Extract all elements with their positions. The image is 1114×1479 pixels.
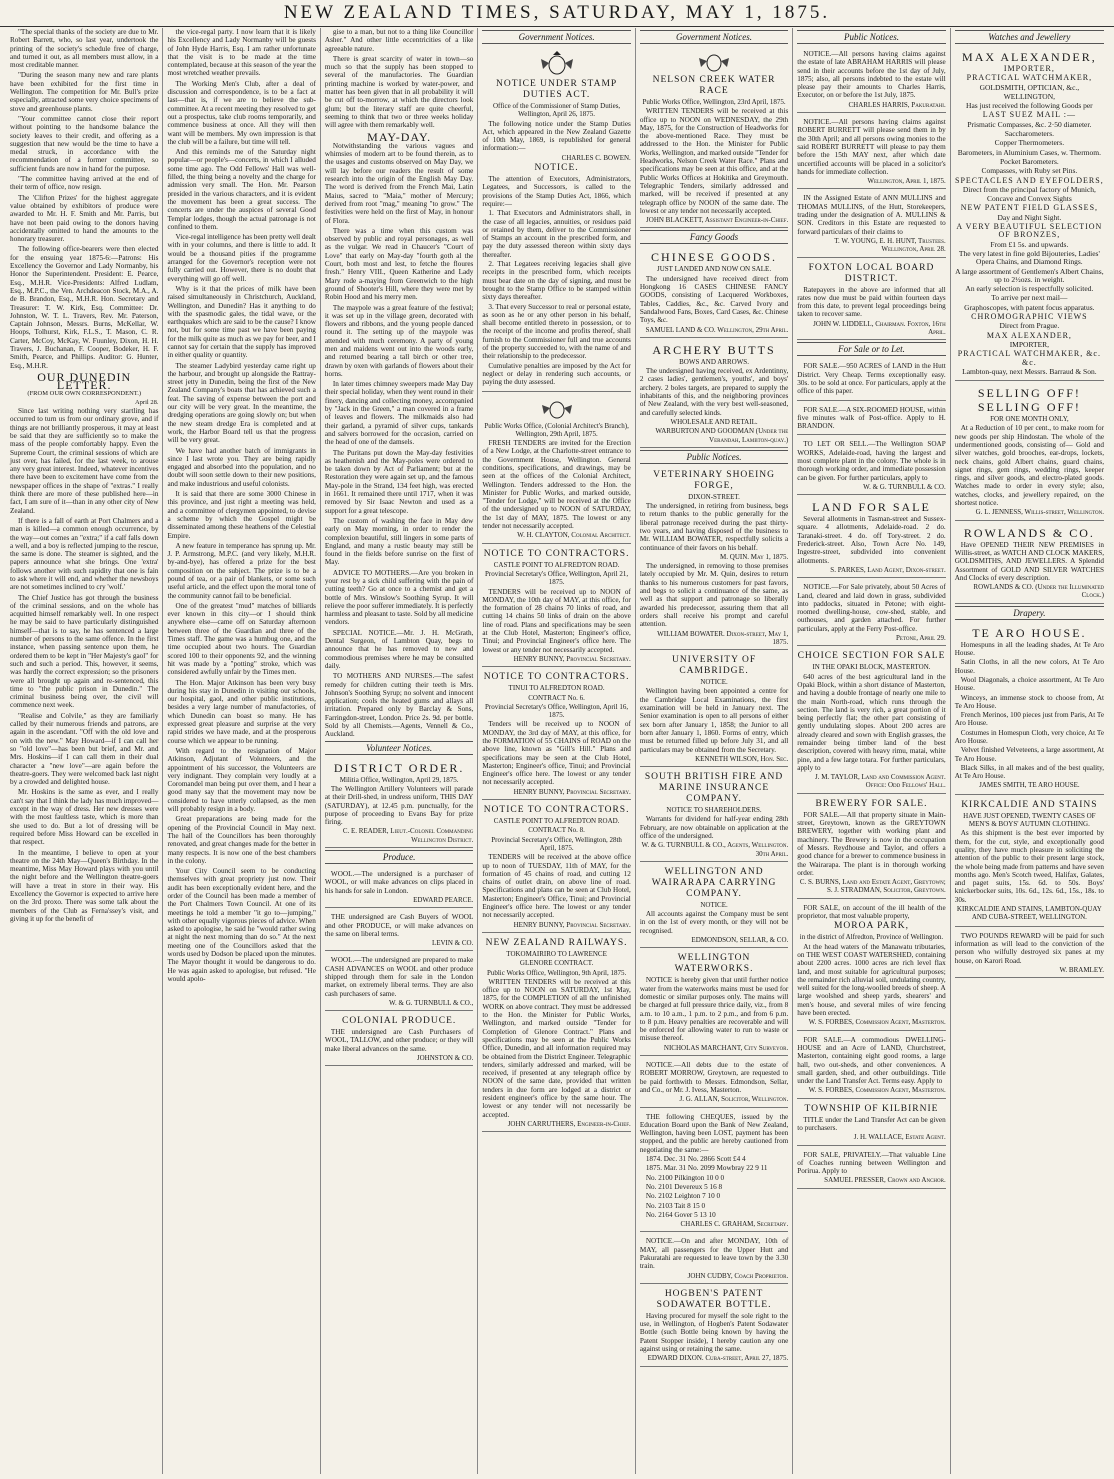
contract-number: CONTRACT No. 6. (528, 693, 585, 702)
contractors-signature: HENRY BUNNY, Provincial Secretary. (513, 654, 631, 663)
government-notices-header: Government Notices. (640, 30, 788, 44)
article-paragraph: The Hon. Major Atkinson has been very busy during his stay in Dunedin in visiting our schools, our hospital, gaol, and other public institutions, besides a very large number of manufactories, of which Dunedin can boast so many. He has expressed great pleasure and surprise at the very rapid strides we have made, and at the prosperous course which we appear to be running. (167, 678, 316, 745)
cheque-row: No. 2100 Pilkington 10 0 0 (645, 1173, 725, 1182)
chinese-goods-advert (640, 247, 788, 337)
vet-subtitle: DIXON-STREET. (688, 492, 740, 501)
te-aro-line: Velvet finished Velveteens, a large assortment, At Te Aro House. (954, 746, 1105, 763)
carrying-company-notice (640, 864, 788, 948)
hogben-title: HOGBEN'S PATENT SODAWATER BOTTLE. (656, 1288, 772, 1310)
contractors-signature: HENRY BUNNY, Provincial Secretary. (513, 920, 631, 929)
rowlands-title: ROWLANDS & CO. (963, 525, 1095, 540)
waterworks-signature: NICHOLAS MARCHANT, City Surveyor. (663, 1043, 789, 1052)
sale-body: FOR SALE.—950 ACRES of LAND in the Hutt District. Very Cheap. Terms exceptionally easy. 30s. to be sold at once. For particulars, apply at the office of this paper. (797, 362, 946, 396)
produce-body: THE undersigned are Cash Buyers of WOOL and other PRODUCE, or will make advances on the same on liberal terms. (324, 913, 474, 938)
soap-works-body: TO LET OR SELL.—The Wellington SOAP WORKS, Adelaide-road, having the largest and most complete plant in the colony. The whole is in thorough working order, and immediate possession can be given. For further particulars, apply to (797, 440, 946, 482)
vet-signature: WILLIAM BOWATER. Dixon-street, May 1, 1875. (657, 629, 789, 646)
max-alexander-title: MAX ALEXANDER, (962, 50, 1097, 64)
coaches-sale-advert (797, 1148, 945, 1189)
article-paragraph: If there is a fall of earth at Port Chalmers and a man is killed—a common enough occurrence, by the way—out comes an "extra;" if a calf falls down a well, and a boy is reflected jumping to the rescue, the same is done. The steamer is sighted, and the papers announce what she brings. One 'extra' follows another with such rapidity that one is fain to ask where it will end, and whether the newsboys are not sometimes inclined to cry 'wolf.' (10, 516, 159, 592)
chinese-goods-title: CHINESE GOODS. (651, 250, 778, 265)
railways-subtitle: TOKOMAIRIRO TO LAWRENCE (506, 949, 607, 958)
advert-line: Has just received the following Goods per (966, 101, 1093, 111)
lost-cheques-notice (640, 1110, 788, 1233)
contractors-office: Provincial Secretary's Office, Wellington, April 21, 1875. (485, 569, 629, 587)
advert-line: Day and Night Sight. (997, 212, 1062, 222)
colonial-produce-title: COLONIAL PRODUCE. (341, 1016, 457, 1027)
article-paragraph: "Your committee cannot close their report without pointing to the handsome balance the society leaves to their credit, and offering as a suggestion that new would be the time to have a medal struck, in accordance with the recommendation of a former committee, so sufficient funds are now in hand for the purpose. (10, 114, 159, 173)
column-3 (321, 28, 478, 1474)
contractors-signature: HENRY BUNNY, Provincial Secretary. (513, 787, 631, 796)
vet-signature: M. QUIN. May 1, 1875. (720, 552, 789, 561)
te-aro-line: Winceys, an immense stock to choose from, At Te Aro House. (954, 693, 1105, 710)
masthead: NEW ZEALAND TIMES, SATURDAY, MAY 1, 1875. (0, 0, 1114, 27)
article-paragraph: A new feature in temperance has sprung up. Mr. J. P. Armstrong, M.P.C. (and very likely, M.H.R. by-and-bye), has offered a prize for the best composition on the subject. The prize is to be a pound of tea, or a pair of blankets, or some such useful article, and the effect upon the moral tone of the community cannot fail to be beneficial. (167, 541, 316, 600)
notice-paragraph: 1. That Executors and Administrators shall, in the case of all legacies, annuities, or residues paid or retained by them, deliver to the Commissioner of Stamps an account in the prescribed form, and pay the duty assessed thereon within sixty days thereafter. (482, 209, 631, 259)
produce-signature: EDWARD PEARCE. (413, 895, 474, 904)
advert-line: A large assortment of Gentlemen's Albert Chains, up to 2½ozs. in weight. (955, 266, 1104, 284)
petone-advert (797, 580, 945, 646)
stamp-body: The following notice under the Stamp Duties Act, which appeared in the New Zealand Gazette of 10th May, 1869, is republished for general information:— (482, 119, 631, 153)
advert-line: Direct from the principal factory of Munich, (962, 184, 1096, 194)
kirkcaldie-signature: KIRKCALDIE AND STAINS, LAMBTON-QUAY AND CUBA-STREET, WELLINGTON. (956, 905, 1102, 922)
article-paragraph: In later times chimney sweepers made May Day their special holiday, when they went round in their finery, dancing and collecting money, accompanied by "Jack in the Green," a man covered in a frame of leaves and flowers. The milkmaids also had their garland, a pyramid of silver cups, tankards and salvers borrowed for the occasion, carried on the head of one of the damsels. (324, 380, 474, 447)
contractors-notice-2 (482, 669, 630, 800)
waterworks-body: NOTICE is hereby given that until further notice water from the waterworks mains must be used for domestic or similar purposes only. The mains will be charged at full pressure thrice daily, viz., from 8 a.m. to 10 a.m., 1 p.m. to 2 p.m., and from 6 p.m. to 8 p.m. Heavy penalties are recoverable and will be enforced for allowing water to run to waste or misuse thereof. (639, 976, 789, 1043)
dwelling-advert (797, 1033, 945, 1099)
kilbirnie-advert (797, 1101, 945, 1146)
produce-header: Produce. (325, 850, 473, 864)
contractors-notice-3 (482, 802, 630, 933)
contractors-body: Tenders will be received up to NOON of MONDAY, the 3rd day of MAY, at this office, for the FORMATION of 55 CHAINS of ROAD on the above line, known as "Gill's Hill." Plans and specifications may be seen at the Club Hotel, Masterton; Engineer's office, Tinui; and Provincial Engineer's office here. The lowest or any tender not necessarily accepted. (482, 720, 631, 787)
advert-paragraph: ADVICE TO MOTHERS.—Are you broken in your rest by a sick child suffering with the pain of cutting teeth? Go at once to a chemist and get a bottle of Mrs. Winslow's Soothing Syrup. It will relieve the poor sufferer immediately. It is perfectly harmless and pleasant to taste. Sold by all medicine vendors. (324, 568, 474, 627)
advert-line: Copper Thermometers. (994, 138, 1065, 148)
nelson-title: NELSON CREEK WATER RACE (652, 75, 776, 96)
max-alexander-advert (955, 47, 1104, 381)
te-aro-house-advert (955, 623, 1104, 795)
te-aro-line: Wool Diagonals, a choice assortment, At Te Aro House. (954, 675, 1105, 693)
carrying-body: All accounts against the Company must be sent in on the 1st of every month, or they will not be recognised. (639, 910, 789, 935)
harris-estate-notice (797, 47, 945, 113)
advert-line: GOLDSMITH, OPTICIAN, &c., (979, 82, 1080, 92)
insurance-notice (640, 769, 788, 862)
opaki-signature: J. M. TAYLOR, Land and Commission Agent. Office: Odd Fellows' Hall. (814, 773, 946, 790)
advert-line: Prismatic Compasses, &c. 2·50 diameter. (967, 119, 1092, 129)
advert-line: NEW PATENT FIELD GLASSES, (960, 203, 1099, 213)
notice-paragraph: 3. That every Successor to real or personal estate, as soon as he or any other person in his behalf, shall become entitled thereto in possession, or to the receipt of the income and profits thereof, shall furnish to the Commissioner full and true accounts of the property succeeded to, with the name of and their relationship to the predecessor. (482, 302, 631, 361)
moroa-title: MOROA PARK, (833, 921, 910, 932)
te-aro-line: Homespuns in all the leading shades, At Te Aro House. (954, 640, 1105, 658)
railways-contract: GLENORE CONTRACT. (519, 959, 594, 968)
volunteer-notices-header: Volunteer Notices. (325, 741, 473, 755)
contractors-office: Provincial Secretary's Office, Wellington, 28th April, 1875. (491, 835, 622, 852)
land-for-sale-advert (797, 497, 945, 578)
column-5 (636, 28, 793, 1474)
burrett-body: NOTICE.—All persons having claims against ROBERT BURRETT will please send them in by the 30th April; and all persons owing monies to the said ROBERT BURRETT will please to pay them before the 15th MAY next, after which date uncertified accounts will be placed in a solicitor's hands for immediate collection. (797, 118, 946, 176)
article-paragraph: the vice-regal party. I now learn that it is likely his Excellency and Lady Normanby will be guests of John Hyde Harris, Esq. I am rather unfortunate that the visit is to be made at the time contemplated, because at this season of the year the most wretched weather prevails. (167, 28, 316, 78)
advert-line: An early selection is respectfully solicited. (965, 284, 1094, 294)
contractors-title: NOTICE TO CONTRACTORS. (483, 805, 630, 816)
reward-body: TWO POUNDS REWARD will be paid for such information as will lead to the conviction of the person who wilfully destroyed six panes at my house, on Karori Road. (954, 931, 1105, 965)
columns (6, 28, 1108, 1474)
advert-line: Concave and Convex Sights (986, 194, 1072, 204)
produce-body: WOOL.—The undersigned are prepared to make CASH ADVANCES on WOOL and other produce shipped through them for sale in the London market, on extremely liberal terms. They are also cash purchasers of same. (324, 956, 474, 998)
article-paragraph: "The committee having arrived at the end of their term of office, now resign. (10, 175, 159, 192)
dwelling-body: FOR SALE.—A commodious DWELLING-HOUSE and an Acre of LAND, Churchstreet, Masterton, containing eight good rooms, a large hall, two out-sheds, and other conveniences. A small garden, shed, and other outbuildings. Title under the Land Transfer Act. Terms easy. Apply to (797, 1035, 946, 1086)
dunedin-date: April 28. (134, 398, 159, 406)
kirkcaldie-title: KIRKCALDIE AND STAINS (961, 799, 1098, 810)
advert-line: IMPORTER, (1009, 339, 1050, 349)
opaki-title: CHOICE SECTION FOR SALE (797, 651, 946, 662)
article-paragraph: "The special thanks of the society are due to Mr. Robert Barrett, who, so last year, undertook the printing of the society's schedule free of charge, and turned it out, as all members must allow, in a most creditable manner. (10, 28, 159, 70)
vet-title: VETERINARY SHOEING FORGE, (653, 469, 775, 491)
brewery-body: FOR SALE.—All that property situate in Main-street, Greytown, known as the GREYTOWN BREWERY, together with working plant and machinery. The Brewery is now in the occupation of Messrs. Reydhouse and Taylor, and offers a good chance for a brewer to commence business in the Wairarapa. The plant is in thorough working order. (797, 810, 946, 877)
mullins-estate-notice (797, 191, 945, 257)
foxton-signature: JOHN W. LIDDELL, Chairman. Foxton, 16th April. (813, 319, 946, 337)
column-6 (793, 28, 950, 1474)
te-aro-line: Costumes in Homespun Cloth, very choice, At Te Aro House. (954, 728, 1105, 745)
column-7 (951, 28, 1108, 1474)
foxton-board-notice (797, 260, 945, 341)
te-aro-line: Satin Cloths, in all the new colors, At Te Aro House. (954, 658, 1105, 675)
article-paragraph: The Chief Justice has got through the business of the criminal sessions, and on the whole has acquitted himself remarkably well. In one respect he may be said to have particularly distinguished himself—that is to say, he has sentenced a large number of persons to the same offence. In the first instance, when passing sentence upon them, he ordered them to be kept in "Her Majesty's gaol" for such and such a period. This, however, it seems, was hardly the correct expression; so the prisoners were all brought up again and re-sentenced, this time to "the public prison in Dunedin." The criminal business being over, the civil will commence next week. (10, 593, 159, 710)
insurance-signature: W. & G. TURNBULL & CO., Agents, Wellington. 30th April. (641, 841, 789, 858)
hogben-signature: EDWARD DIXON. Cuba-street, April 27, 1875. (647, 1354, 789, 1363)
advert-line: MAX ALEXANDER, (986, 330, 1072, 340)
sale-advert (797, 359, 945, 400)
railways-notice (482, 935, 630, 1132)
carrying-title: WELLINGTON AND WAIRARAPA CARRYING COMPANY. (651, 866, 777, 899)
article-paragraph: The Puritans put down the May-day festivities as heathenish and the May-poles were ordered to be taken down by Act of Parliament; but at the Restoration they were again set up, and the famous May-pole in the Strand, 134 feet high, was erected in 1661. It remained there until 1717, when it was removed by Sir Isaac Newton and used as a support for a great telescope. (324, 448, 474, 515)
reward-notice (955, 929, 1104, 978)
petone-signature: Petone, April 29. (896, 634, 946, 643)
advert-line: IMPORTER, (1003, 64, 1055, 73)
article-paragraph: There is great scarcity of water in town—so much so that the supply has been stopped to several of the manufactories. The Guardian printing machine is worked by water-power, and matter has been given that in all probability it will be cut off to-morrow, at which the directors look glum; but the literary staff are quite cheerful, seeming to think that two or three weeks holiday will agree with them remarkably well. (324, 54, 474, 130)
militia-body: The Wellington Artillery Volunteers will parade at their Drill-shed, in undress uniform, THIS DAY (SATURDAY), at 12.45 p.m. punctually, for the purpose of proceeding to Evans Bay for prize firing. (324, 784, 474, 827)
coach-body: NOTICE.—On and after MONDAY, 10th of MAY, all passengers for the Upper Hutt and Pakuratahi are requested to leave town by the 3.30 train. (639, 1237, 789, 1271)
fancy-goods-header: Fancy Goods (640, 230, 788, 244)
advert-paragraph: SPECIAL NOTICE.—Mr. J. H. McGrath, Dental Surgeon, of Lambton Quay, begs to announce that he has removed to new and commodious premises where he may be consulted daily. (324, 628, 474, 670)
vet-body: The undersigned, in retiring from business, begs to return thanks to the public generally for the liberal patronage received during the past thirty-two years, and having disposed of the business to Mr. WILLIAM BOWATER, respectfully solicits a continuance of their favors on his behalf. (639, 502, 789, 552)
selling-off-signature: G. L. JENNESS, Willis-street, Wellington. (975, 508, 1105, 517)
harris-signature: CHARLES HARRIS, Pakuratahi. (848, 100, 946, 109)
royal-crest-icon (537, 51, 577, 77)
public-notices-header: Public Notices. (797, 30, 945, 44)
article-paragraph: The steamer Ladybird yesterday came right up the harbour, and brought up alongside the Rattray-street jetty in Dunedin, being the first of the New Zealand Company's boats that has achieved such a feat. The saving of expense between the port and our city will be very great. In the meantime, the dredging operations are going slowly on; but when the new steam dredge Era is completed and at work, the Harbor Board tell us that the progress will be very great. (167, 361, 316, 445)
selling-off-body: At a Reduction of 10 per cent., to make room for new goods per ship Hindostan. The whole of the undermentioned goods, consisting of— Gold and silver watches, gold brooches, ear-drops, lockets, neck chains, gold Albert chains, guard chains, signet rings, gem rings, wedding rings, keeper rings, and silver goods, and electro-plated goods. Watches made to order in every style; also, watches, clocks, and jewellery repaired, on the shortest notice. (954, 424, 1105, 508)
article-paragraph: It is said that there are some 3000 Chinese in this province, and just right a meeting was held, and a committee of clergymen appointed, to devise a scheme by which the Gospel might be disseminated among these heathens of the Celestial Empire. (167, 490, 316, 540)
cheque-row: No. 2101 Devereux 5 16 8 (645, 1182, 723, 1191)
kilbirnie-signature: J. H. WALLACE, Estate Agent. (853, 1133, 946, 1142)
article-paragraph: With regard to the resignation of Major Atkinson, Adjutant of Volunteers, and the appointment of his successor, the Volunteers are very indignant. They complain very loudly at a Coromandel man being put over them, and I hear a good many say that the movement may now be considered to have utterly collapsed, as the men will probably resign in a body. (167, 746, 316, 814)
cheque-row: No. 2103 Tait 8 15 0 (645, 1201, 706, 1210)
advert-paragraph: TO MOTHERS AND NURSES.—The safest remedy for children cutting their teeth is Mrs. Johnson's Soothing Syrup; no solvent and innocent application; cools the heated gums and allays all irritation. Prepared only by Barclay & Sons, Farringdon-street, London. Price 2s. 9d. per bottle. Sold by all Chemists.—Agents, Vennell & Co., Auckland. (324, 672, 474, 739)
selling-off-title: SELLING OFF! SELLING OFF! (977, 386, 1081, 415)
article-paragraph: Great preparations are being made for the opening of the Provincial Council in May next. The hall of the Councillors has been thoroughly renovated, and great changes made for the better in many respects. It is now one of the best chambers in the colony. (167, 815, 316, 865)
contractors-body: TENDERS will be received up to NOON of MONDAY, the 10th day of MAY, at this office, for the formation of 28 chains 70 links of road, and cutting 14 chains 50 links of drain on the above line of road. Plans and specifications may be seen at the Club Hotel, Masterton; Engineer's office, Tinui; and Provincial Engineer's office here. The lowest or any tender not necessarily accepted. (482, 587, 631, 654)
cheque-row: 1874. Dec. 31 No. 2866 Scott £4 4 (645, 1155, 746, 1164)
cambridge-signature: KENNETH WILSON, Hon. Sec. (695, 754, 789, 763)
article-paragraph: And this reminds me of the Saturday night popular—or people's—concerts, in which I alluded some time ago. The Odd Fellows' Hall was well-filled, the thing being a novelty and the charge for admission very small. The Hon. Mr. Pearson presided in the various characters, and it is evident the movement has been a great success. The concerts are under the auspices of several Good Templar lodges, though the actual patronage is not confined to them. (167, 148, 316, 231)
advert-line: Barometers, in Aluminium Cases, w. Thermom. (957, 147, 1102, 157)
article-paragraph: Mr. Hoskins is the same as ever, and I really can't say that I think the lady has much improved—except in the way of dress. Her new dresses were with the most faultless taste, which is more than she used to do. But a lot of dressing will be required before Miss Howard can be excelled in that respect. (10, 788, 159, 847)
land-body: Several allotments in Tasman-street and Sussex-square. 4 allotments, Adelaide-road. 2 do. Taranaki-street. 4 do. off Tory-street. 2 do. Frederick-street. Also, Town Acre No. 149, Ingestre-street, subdivided into convenient allotments. (797, 515, 946, 565)
contractors-subtitle: CASTLE POINT TO ALFREDTON ROAD. (493, 560, 620, 569)
nelson-body: WRITTEN TENDERS will be received at this office up to NOON on WEDNESDAY, the 29th May, 1875, for the Construction of Headworks for the above-mentioned Race. They must be addressed to the Hon. the Minister for Public Works, Wellington, and marked outside "Tender for Headworks, Nelson Creek Water Race." Plans and specifications may be seen at this office, and at the Public Works Offices at Hokitika and Greymouth. Telegraphic Tenders, similarly addressed and marked, will be received if presented at any telegraph office by NOON of the same date. The lowest or any tender not necessarily accepted. (639, 107, 789, 215)
nelson-signature: JOHN BLACKETT, Assistant Engineer-in-Chief. (646, 216, 789, 225)
district-order-title: DISTRICT ORDER. (333, 760, 465, 775)
column-1 (6, 28, 163, 1474)
brewery-signature: C. S. BURNS, Land and Estate Agent, Greytown; S. J. STRADMAN, Solicitor, Greytown. (799, 878, 946, 895)
cambridge-body: Wellington having been appointed a centre for the Cambridge Local Examinations, the first examination will be held in January next. The Senior examination is open to all persons of either sex born after January 1, 1858; the Junior to all born after January 1, 1860. Forms of entry, which must be returned filled up before July 31, and all particulars may be obtained from the Secretary. (639, 687, 789, 754)
soap-works-signature: W. & G. TURNBULL & CO. (863, 482, 946, 491)
moroa-intro: FOR SALE, on account of the ill health of the proprietor, that most valuable property, (797, 903, 946, 921)
for-sale-header: For Sale or to Let. (797, 342, 945, 356)
produce-advert (325, 953, 473, 1011)
produce-advert (325, 910, 473, 951)
advert-line: Lambton-quay, next Messrs. Barraud & Son. (962, 366, 1097, 376)
advert-line: Compasses, with Ruby set Pins. (981, 166, 1078, 176)
article-paragraph: Notwithstanding the various vagues and whimsies of modern art to be found therein, as to the usages and customs observed on May Day, we will lay before our readers the result of some research into the origin of the English May Day. The word is derived from the French Mai, Latin Maius, sacred to "Maia," mother of Mercury; derived from root "mag," meaning "to grow." The festivities were held on the first of May, in honour of Flora. (324, 141, 474, 225)
advert-line: Pocket Barometers. (1000, 156, 1059, 166)
foxton-body: Ratepayers in the above are informed that all rates now due must be paid within fourteen days from this date, to prevent legal proceedings being taken to recover same. (797, 285, 946, 319)
veterinary-notice (640, 467, 788, 650)
te-aro-line: French Merinos, 100 pieces just from Paris, At Te Aro House. (954, 711, 1105, 728)
advert-line: PRACTICAL WATCHMAKER, &c. &c. (957, 349, 1101, 367)
foxton-title: FOXTON LOCAL BOARD DISTRICT. (808, 262, 935, 284)
sale-body: FOR SALE.—A SIX-ROOMED HOUSE, within five minutes walk of Post-office. Apply to H. BRANDON. (797, 405, 946, 431)
contractors-title: NOTICE TO CONTRACTORS. (483, 548, 630, 559)
selling-off-advert (955, 383, 1104, 521)
nelson-office: Public Works Office, Wellington, 23rd April, 1875. (642, 98, 786, 106)
article-paragraph: The Working Men's Club, after a deal of discussion and correspondence, is to be a fact at last—that is, if we are to believe the sub-committee. At a recent meeting they resolved to get out a prospectus, take club rooms temporarily, and commence business at once. All they will then want will be members. My own impression is that the club will be a failure, but time will tell. (167, 79, 316, 146)
rowlands-advert (955, 523, 1104, 604)
royal-crest-icon (537, 398, 577, 420)
te-aro-title: TE ARO HOUSE. (972, 625, 1087, 640)
advert-line: SPECTACLES AND EYEFOLDERS, (955, 175, 1104, 185)
article-paragraph: Vice-regal intelligence has been pretty well dealt with in your columns, and there is little to add. It would be a thousand pities if the programme arranged for the Governor's reception were not fully carried out. However, there is no doubt that everything will go off well. (167, 233, 316, 283)
stamp-office: Office of the Commissioner of Stamp Duties, Wellington, April 26, 1875. (492, 102, 621, 119)
dunedin-byline: (FROM OUR OWN CORRESPONDENT.) (27, 390, 142, 398)
kilbirnie-title: TOWNSHIP OF KILBIRNIE (804, 1103, 939, 1114)
contractors-notice-1 (482, 546, 630, 668)
debts-notice (640, 1058, 788, 1107)
advert-line: WELLINGTON, (1003, 91, 1056, 101)
militia-signature: C. E. READER, Lieut.-Colonel Commanding Wellington District. (342, 827, 474, 844)
moroa-subtitle: in the district of Alfredton, Province of Wellington. (799, 933, 944, 942)
advert-line: To arrive per next mail— (991, 293, 1068, 303)
opaki-subtitle: IN THE OPAKI BLOCK, MASTERTON. (812, 663, 931, 672)
produce-body: WOOL.—The undersigned is a purchaser of WOOL, or will make advances on clips placed in his hands for sale in London. (324, 870, 474, 895)
burrett-notice (797, 115, 945, 189)
article-paragraph: The maypole was a great feature of the festival; it was set up in the village green, decorated with flowers and ribbons, and the young people danced round it. The setting up of the maypole was attended with much ceremony. A party of young men and maidens went out into the woods early, and returned bearing a tall birch or other tree, drawn by oxen with garlands of flowers about their horns. (324, 303, 474, 378)
produce-advert (325, 867, 473, 908)
advert-line: Saccharometers. (1004, 129, 1055, 139)
stamp-duties-title: NOTICE UNDER STAMP DUTIES ACT. (495, 79, 618, 100)
district-order-notice (325, 758, 473, 848)
coaches-body: FOR SALE, PRIVATELY.—That valuable Line of Coaches running between Wellington and Porirua. Apply to (797, 1150, 946, 1176)
stamp-duties-notice (482, 47, 630, 392)
advert-line: LAST SUEZ MAIL :— (982, 110, 1076, 120)
notice-paragraph: The attention of Executors, Administrators, Legatees, and Successors, is called to the provisions of the Stamp Duties Act, 1866, which require:— (482, 175, 631, 208)
cheques-body: THE following CHEQUES, issued by the Education Board upon the Bank of New Zealand, Wellington, having been LOST, payment has been stopped, and the public are hereby cautioned from negotiating the same:— (639, 1112, 789, 1154)
advert-line: CHROMOGRAPHIC VIEWS (971, 312, 1088, 322)
kirkcaldie-body: As this shipment is the best ever imported by them, for the cut, style, and exceptionally good quality, they have much pleasure in soliciting the attention of the public to their present large stock, the whole being made from patterns and have seven months ago. Men's Scotch tweed, Halifax, Galates, and paget suits, 15s. 6d. to 50s. Boys' knickerbocker suits, 10s. 6d., 12s. 6d., 15s., 18s. to 30s. (954, 829, 1105, 904)
article-paragraph: The following office-bearers were then elected for the ensuing year 1875-6:—Patrons: His Excellency the Governor and Lady Normanby, his Honor the Superintendent. President: E. Pearce, Esq., M.H.R. Vice-Presidents: Alfred Ludlam, Esq., M.P.C., the Ven. Archdeacon Stock, M.A., A. de B. Brandon, Esq., M.H.R. Hon. Secretary and Treasurer: T. W. Kirk, Esq. Committee: Dr. Johnston, W. T. L. Travers, Rev. Mr. Paterson, Captain Johnson, Messrs. Burns, McKellar, W. Hoops, Tolhurst, Kirk, F.L.S., T. Mason, C. R. Carter, McCoy, McKay, W. Fuunley, Dixon, H. H. Travers, J. Buchanan, F. Cooper, Bodeker, H. F. Smith, Pearce, and Phillips. Auditor: G. Hunter, Esq., M.H.R. (10, 245, 159, 370)
contractors-body: TENDERS will be received at the above office up to noon of TUESDAY, 11th of MAY, for the formation of 45 chains of road, and cutting 12 chains of outlet drain, on above line of road. Specifications and plans can be seen at Club Hotel, Masterton; Engineer's Office, Tinui; and Provincial Engineer's office here. The lowest or any tender not necessarily accepted. (482, 853, 631, 920)
cambridge-notice (640, 652, 788, 767)
vet-body: The undersigned, in removing to those premises lately occupied by Mr. M. Quin, desires to return thanks to his numerous customers for past favors, and begs to solicit a continuance of the same, as well as that support and patronage so liberally awarded his predecessor, assuring them that all orders shall receive his prompt and careful attention. (639, 562, 789, 629)
advert-line: The very latest in fine gold Bijouteries, Ladies' Opera Chains, and Diamond Rings. (958, 248, 1100, 267)
produce-signature: W. & G. TURNBULL & CO., (389, 998, 474, 1007)
carrying-signature: EDMONDSON, SELLAR, & CO. (691, 936, 789, 945)
nelson-creek-notice (640, 47, 788, 228)
waterworks-title: WELLINGTON WATERWORKS. (674, 953, 754, 975)
mullins-signature: T. W. YOUNG, E. H. HUNT, Trustees. Wellington, April 28. (834, 236, 946, 254)
advert-line: A VERY BEAUTIFUL SELECTION OF BRONZES, (956, 222, 1103, 240)
article-paragraph: "During the season many new and rare plants have been exhibited for the first time in Wellington. The competition for Mr. Bull's prize especially, attracted some very choice specimens of stove and greenhouse plants. (10, 71, 159, 113)
advert-line: From £1 5s. and upwards. (990, 239, 1069, 249)
may-day-title: MAY-DAY. (367, 129, 432, 144)
advert-line: Graphoscopes, with patent focus apparatus. (964, 302, 1095, 312)
archery-subtitle: BOWS AND ARROWS. (679, 357, 749, 366)
soap-works-advert (797, 437, 945, 495)
hogben-notice (640, 1286, 788, 1367)
public-notices-header: Public Notices. (640, 450, 788, 464)
stamp-signature: CHARLES C. BOWEN. (561, 153, 631, 162)
moroa-park-advert (797, 901, 945, 1031)
produce-signature: LEVIN & CO. (431, 939, 474, 948)
pw-signature: W. H. CLAYTON, Colonial Architect. (517, 531, 631, 540)
coach-notice (640, 1234, 788, 1283)
brewery-title: BREWERY FOR SALE. (815, 798, 928, 809)
insurance-body: Warrants for dividend for half-year ending 28th February, are now obtainable on application at the office of the undersigned. (639, 815, 789, 840)
contractors-title: NOTICE TO CONTRACTORS. (483, 672, 630, 683)
coaches-signature: SAMUEL PRESSER, Crown and Anchor. (824, 1176, 946, 1185)
land-title: LAND FOR SALE (812, 500, 931, 515)
drapery-header: Drapery. (955, 606, 1104, 620)
railways-body: WRITTEN TENDERS will be received at this office up to NOON on SATURDAY, 1st May, 1875, for the COMPLETION of all the unfinished WORK on above contract. They must be addressed to the Hon. the Minister for Public Works, Wellington, and marked outside "Tender for Completion of Glenore Contract." Plans and specifications may be seen at the Public Works Office, Dunedin, and all information required may be obtained from the District Engineer. Telegraphic tenders, similarly addressed and marked, will be received, if presented at any telegraph office by NOON of the same date, provided that written tenders in due form are lodged at a district or resident engineer's office by the same hour. The lowest or any tender will not necessarily be accepted. (482, 977, 631, 1119)
railways-title: NEW ZEALAND RAILWAYS. (485, 937, 628, 948)
colonial-produce-body: THE undersigned are Cash Purchasers of WOOL, TALLOW, and other produce; or they will make liberal advances on the same. (324, 1028, 474, 1053)
te-aro-signature: JAMES SMITH, TE ARO HOUSE. (979, 781, 1080, 790)
moroa-body: At the head waters of the Manawatu tributaries, on THE WEST COAST WATERSHED, containing about 2200 acres. 1000 acres are rich level flax land, and most suitable for agricultural purposes; the remainder rich alluvial soil, undulating country, well suited for the long-woolled breeds of sheep. A large woolshed and sheep yards, shearers' and men's house, and several miles of wire fencing have been erected. (797, 942, 946, 1018)
watches-jewellery-header: Watches and Jewellery (955, 30, 1104, 44)
rowlands-body: Have OPENED THEIR NEW PREMISES in Willis-street, as WATCH AND CLOCK MAKERS, GOLDSMITHS, AND JEWELLERS. A Splendid Assortment of GOLD AND SILVER WATCHES And Clocks of every description. (954, 540, 1105, 582)
reward-signature: W. BRAMLEY. (1059, 965, 1105, 974)
chinese-goods-signature: SAMUEL LAND & CO. Wellington, 29th April. (645, 325, 789, 334)
archery-title: ARCHERY BUTTS (652, 342, 776, 357)
petone-body: NOTICE.—For Sale privately, about 50 Acres of Land, cleared and laid down in grass, subdivided into paddocks, situated in Petone; with eight-roomed dwelling-house, cow-shed, stable, and outhouses, and garden attached. For further particulars, apply at the Ferry Post-office. (797, 583, 946, 633)
royal-crest-icon (694, 51, 734, 73)
article-paragraph: Since last writing nothing very startling has occurred to turn us from our ordinary grove, and if things are not brilliantly prosperous, it may at least be said that they are sufficiently so to make the mass of the people comfortably happy. Even the Supreme Court, the criminal sessions of which are just over, has failed, for the last week, to arouse any very great interest. Indeed, whatever incentives there have been to excitement have come from the newspaper offices in the shape of "extras." I really think there are more of these published here—in fact, I am sure of it—than in any other city of New Zealand. (10, 407, 159, 515)
railways-office: Public Works Office, Wellington, 9th April, 1875. (486, 968, 627, 977)
article-paragraph: The custom of washing the face in May dew early on May morning, in order to render the complexion beautiful, still lingers in some parts of England, and many a rustic beauty may still be found in the fields before sunrise on the first of May. (324, 516, 474, 567)
pw-body: FRESH TENDERS are invited for the Erection of a New Lodge, at the Charlotte-street entrance to the Government House, Wellington. General conditions, specifications, and drawings, may be seen at the offices of the Colonial Architect, Wellington. Tenders addressed to the Hon. the Minister for Public Works, and marked outside, "Tender for Lodge," will be received at the Office of the undersigned up to NOON of SATURDAY, the 1st day of MAY, 1875. The lowest or any tender not necessarily accepted. (482, 439, 631, 531)
cambridge-notice-label: NOTICE. (700, 678, 728, 687)
contractors-subtitle: CASTLE POINT TO ALFREDTON ROAD. (493, 817, 620, 826)
kilbirnie-body: TITLE under the Land Transfer Act can be given to purchasers. (797, 1115, 946, 1132)
dwelling-signature: W. S. FORBES, Commission Agent, Masterton. (808, 1086, 946, 1095)
mullins-body: IN the Assigned Estate of ANN MULLINS and THOMAS MULLINS, of the Hutt, Storekeepers, trading under the designation of A. MULLINS & SON. Creditors in this Estate are requested to forward particulars of their claims to (797, 194, 946, 236)
kirkcaldie-subtitle: HAVE JUST OPENED, TWENTY CASES OF MEN'S & BOYS' AUTUMN CLOTHING. (963, 811, 1096, 829)
colonial-produce-advert (325, 1013, 473, 1066)
rowlands-signature: ROWLANDS & CO. (Under the Illuminated Clock.) (973, 583, 1105, 600)
opaki-advert (797, 648, 945, 793)
column-4 (478, 28, 635, 1474)
notice-paragraph: Cumulative penalties are imposed by the Act for neglect or delay in rendering such accounts, or paying the duty assessed. (482, 361, 631, 387)
cheques-signature: CHARLES C. GRAHAM, Secretary. (680, 1220, 789, 1229)
selling-off-subtitle: FOR ONE MONTH ONLY, (990, 415, 1069, 424)
hogben-body: Having procured for myself the sole right to the use, in Wellington, of Hogben's Patent Sodawater Bottle (such Bottle being known by having the Patent Stopper inside), I hereby caution any one against using or retaining the same. (639, 1311, 789, 1354)
cheque-row: No. 2164 Gover 5 13 10 (645, 1210, 716, 1219)
debts-signature: J. G. ALLAN, Solicitor, Wellington. (679, 1095, 789, 1104)
archery-wholesale: WHOLESALE AND RETAIL. (670, 417, 758, 426)
article-paragraph: One of the greatest "mud" matches of billiards ever known in this city—or I should think anywhere else—came off on Saturday afternoon between three of the Guardian and three of the Times staff. The game was a humbug one, and the time occupied about two hours. The Guardian scored 100 to their opponents 92, and the winning hit was made by a "potting" stroke, which was considered awfully unfair by the Times men. (167, 601, 316, 677)
militia-office: Militia Office, Wellington, April 29, 1875. (339, 775, 459, 784)
insurance-title: SOUTH BRITISH FIRE AND MARINE INSURANCE COMPANY. (644, 772, 784, 805)
article-paragraph: There was a time when this custom was observed by public and royal personages, as well as the vulgar. We read in Chaucer's "Court of Love" that early on May-day "fourth goth al the Court, both most and lest, to fetche the floures fresh." Henry VIII., Queen Katherine and Lady Mary rode a-maying from Greenwich to the high ground of Shooter's Hill, where they were met by Robin Hood and his merry men. (324, 226, 474, 302)
notice-title: NOTICE. (534, 163, 579, 174)
advert-line: PRACTICAL WATCHMAKER, (966, 73, 1093, 83)
article-paragraph: "Realise and Colvile," as they are familiarly called by their numerous friends and patrons, are again in the ascendant. "Off with the old love and on with the new." May Howard—if I can call her so "old love"—has been but brief, and Mr. and Mrs. Hoskins—if I can call them in their dual character a "new love"—are again before the theatre-goers. They were welcomed back last night by a crowded and delighted house. (10, 711, 159, 787)
government-notices-header: Government Notices. (482, 30, 630, 44)
pw-office: Public Works Office, (Colonial Architect's Branch), Wellington, 29th April, 1875. (484, 421, 629, 438)
dunedin-letter-title: OUR DUNEDIN LETTER. (37, 369, 132, 393)
archery-advert (640, 340, 788, 448)
article-paragraph: In the meantime, I believe to open at your theatre on the 24th May—Queen's Birthday. In the meantime, Miss May Howard plays with you until the night before and the Wellington theatre-goers will have a treat in store in their way. His Excellency the Governor is expected to arrive here on the 3rd proxo. There was some talk about the members of the Club as Ferna'ssey's visit, and giving it up for the benefit of (10, 848, 159, 923)
brewery-advert (797, 796, 945, 899)
contractors-subtitle: TINUI TO ALFREDTON ROAD. (508, 684, 605, 693)
column-2 (163, 28, 320, 1474)
archery-signature: WARBURTON AND GOODMAN (Under the Verandah, Lambton-quay.) (655, 427, 789, 444)
te-aro-line: Black Silks, in all makes and of the best quality, At Te Aro House. (954, 763, 1105, 781)
article-paragraph: gise to a man, but not to a thing like Councillor Asher." And other little eccentricities of a like agreeable nature. (324, 28, 474, 53)
opaki-body: 640 acres of the best agricultural land in the Opaki Block, within a short distance of Masterton, and having a double frontage of nearly one mile to the main North-road, which runs through the section. The land is very rich, a great portion of it being perfectly flat; the other part consisting of gently undulating slopes. About 200 acres are already cleared and sown with English grasses, the remainder being timber land of the best description, covered with heavy rimu, matai, white pine, and a few large totara. For further particulars, apply to (797, 672, 946, 772)
colonial-produce-signature: JOHNSTON & CO. (416, 1054, 474, 1063)
kirkcaldie-advert (955, 797, 1104, 927)
article-paragraph: Why is it that the prices of milk have been raised simultaneously in Christchurch, Auckland, Wellington, and Dunedin? Has it anything to do with the spasmodic gales, the tidal wave, or the earthquakes which are said to be the cause? I know not, but for some time past we have been paying for the milk quite as much as we pay for beer, and I cannot say for certain that the supply has improved in either quality or quantity. (167, 284, 316, 360)
article-paragraph: We have had another batch of immigrants in since I last wrote you. They are being rapidly engaged and absorbed into the population, and no doubt will soon settle down to their new positions, and make industrious and useful colonists. (167, 446, 316, 488)
debts-body: NOTICE.—All debts due to the estate of ROBERT MORROW, Greytown, are requested to be paid forthwith to Messrs. Edmondson, Sellar, and Co., or Mr. J. Ivess, Masterton. (639, 1061, 789, 1094)
contract-number: CONTRACT No. 8. (528, 826, 585, 835)
public-works-lodge-notice (482, 394, 630, 544)
harris-body: NOTICE.—All persons having claims against the estate of late ABRAHAM HARRIS will please send in their accounts before the 1st day of July, 1875; also, all persons indebted to the estate will please pay their amounts to Charles Harris, Executor, on or before the 1st July, 1875. (797, 50, 946, 100)
contractors-office: Provincial Secretary's Office, Wellington, April 16, 1875. (485, 702, 629, 720)
sale-advert (797, 403, 945, 436)
archery-body: The undersigned having received, ex Ardentinny, 2 cases ladies', gentlemen's, youths', and boys' archery. 2 boles targets, are prepared to supply the inhabitants of this, and the neighboring provinces of New Zealand, with the very best well-seasoned, and carefully selected kinds. (639, 367, 789, 417)
advert-line: Direct from Prague. (999, 321, 1060, 331)
cheque-row: No. 2102 Leighton 7 10 0 (645, 1192, 721, 1201)
carrying-notice-label: NOTICE. (700, 900, 728, 909)
moroa-signature: W. S. FORBES, Commission Agent, Masterton. (808, 1018, 946, 1027)
insurance-subtitle: NOTICE TO SHAREHOLDERS. (666, 806, 762, 815)
railways-signature: JOHN CARRUTHERS, Engineer-in-Chief. (507, 1119, 631, 1128)
coach-signature: JOHN CUDBY, Coach Proprietor. (687, 1271, 789, 1280)
land-signature: S. PARKES, Land Agent, Dixon-street. (830, 565, 946, 574)
burrett-signature: Wellington, April 1, 1875. (867, 177, 946, 186)
waterworks-notice (640, 950, 788, 1056)
notice-paragraph: 2. That Legatees receiving legacies shall give receipts in the prescribed form, which receipts must bear date on the day of signing, and must be brought to the Stamp Office to be stamped within sixty days thereafter. (482, 260, 631, 302)
cambridge-title: UNIVERSITY OF CAMBRIDGE. (671, 655, 757, 677)
chinese-goods-subtitle: JUST LANDED AND NOW ON SALE. (657, 265, 772, 274)
chinese-goods-body: The undersigned have received direct from Hongkong 16 CASES CHINESE FANCY GOODS, consisting of Lacquered Workboxes, Tables, Caddies, &c., &c. Carved Ivory and Sandalwood Fans, Boxes, Card Cases, &c. Chinese Toys, &c. (639, 274, 789, 325)
cheque-row: 1875. Mar. 31 No. 2099 Mowbray 22 9 11 (645, 1164, 768, 1173)
article-paragraph: The 'Clifton Prizes' for the highest aggregate value obtained by exhibitors of produce were awarded to Mr. H. F. Smith and Mr. Parris, but have not been paid owing to the donors having accidentally omitted to hand the amounts to the honorary treasurer. (10, 193, 159, 244)
article-paragraph: Your City Council seem to be conducting themselves with great propriety just now. Their audit has been exceptionally evident here, and the order of the Council has been made a member of the Port Chalmers Town Council. At one of its meetings he told a member "it go to—jumping," with other equally vigorous pieces of advice. When asked to apologise, he said he "would rather swing at night the next morning than do so." At the next meeting one of the Councillors asked that the words used by Dodson be placed upon the minutes. The Mayor thought it would be dangerous to do. He was again asked to apologise, but refused. "He would apolo- (167, 867, 316, 983)
